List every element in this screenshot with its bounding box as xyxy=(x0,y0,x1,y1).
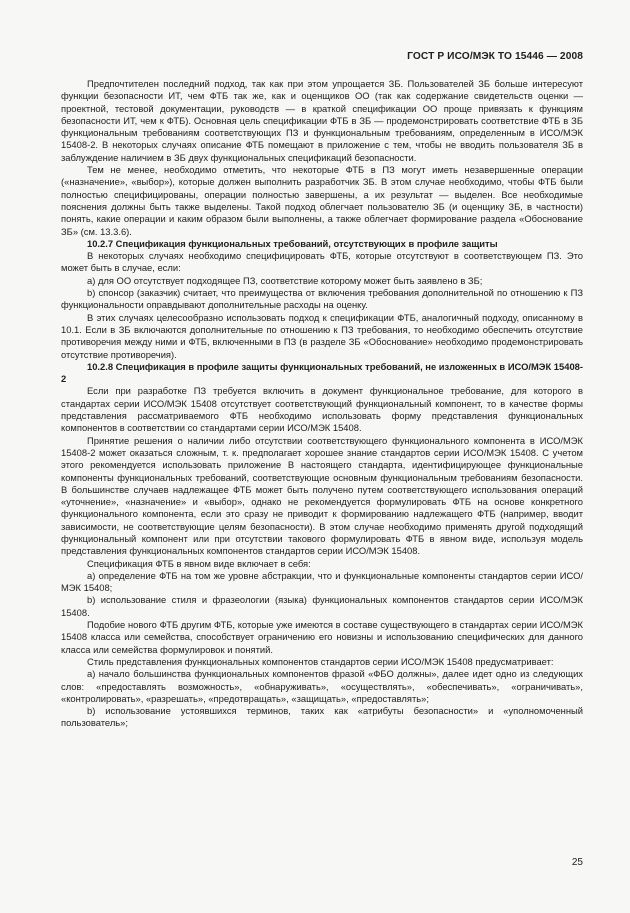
paragraph: Спецификация ФТБ в явном виде включает в себя: xyxy=(87,557,311,569)
list-item: b) спонсор (заказчик) считает, что преимущества от включения требования дополнительной по отношению к ПЗ функциональности оправдывают дополнительные расходы на оценку. xyxy=(61,287,583,311)
paragraph: В этих случаях целесообразно использовать подход к спецификации ФТБ, аналогичный подходу, описанному в 10.1. Если в ЗБ включаются дополнительные по отношению к ПЗ требования, то необходимо обеспечить отсутствие противоречия между ними и ФТБ, включенными в ПЗ (в разделе ЗБ «Обоснование» необходимо продемонстрировать отсутствие противоречия). xyxy=(61,311,583,360)
paragraph: Принятие решения о наличии либо отсутствии соответствующего функционального компонента в ИСО/МЭК 15408-2 может оказаться сложным, т. к. предполагает хорошее знание стандартов серии ИСО/МЭК 15408. С учетом этого рекомендуется использовать приложение В настоящего стандарта, идентифицирующее функциональные компоненты функциональных требований, соответствующие основным функциональным требованиям безопасности. В большинстве случаев надлежащее ФТБ может быть получено путем соответствующего использования операций «уточнение», «назначение» и «выбор», однако не рекомендуется формулировать ФТБ на основе конкретного функционального компонента, если это сразу не приводит к формированию надлежащего ФТБ (например, вводит зависимости, не соответствующие целям безопасности). В этом случае необходимо применять другой подходящий функциональный компонент или при отсутствии такового формулировать ФТБ в явном виде, используя модель представления функциональных компонентов стандартов серии ИСО/МЭК 15408. xyxy=(61,434,583,557)
section-heading-10-2-8: 10.2.8 Спецификация в профиле защиты функциональных требований, не изложенных в ИСО/МЭК 15408-2 xyxy=(61,360,583,385)
paragraph: Тем не менее, необходимо отметить, что некоторые ФТБ в ПЗ могут иметь незавершенные операции («назначение», «выбор»), которые должен выполнить разработчик ЗБ. В этом случае необходимо, чтобы ФТБ были полностью специфицированы, операции полностью завершены, а их результат — выделен. Все необходимые пояснения должны быть также выделены. Такой подход облегчает пользователю ЗБ (и оценщику ЗБ, в частности) понять, какие операции и каким образом были выполнены, а также облегчает формирование раздела «Обоснование ЗБ» (см. 13.3.6). xyxy=(61,164,583,237)
list-item: b) использование устоявшихся терминов, таких как «атрибуты безопасности» и «уполномоченный пользователь»; xyxy=(61,705,583,729)
standard-header: ГОСТ Р ИСО/МЭК ТО 15446 — 2008 xyxy=(407,51,583,62)
list-item: а) определение ФТБ на том же уровне абстракции, что и функциональные компоненты стандартов серии ИСО/МЭК 15408; xyxy=(61,569,583,594)
list-item: а) начало большинства функциональных компонентов фразой «ФБО должны», далее идет одно из следующих слов: «предоставлять возможность», «обнаруживать», «осуществлять», «обеспечивать», «ограничивать», «контролировать», «разрешать», «предотвращать», «защищать», «предоставлять»; xyxy=(61,668,583,704)
paragraph: В некоторых случаях необходимо специфицировать ФТБ, которые отсутствуют в соответствующем ПЗ. Это может быть в случае, если: xyxy=(61,250,583,274)
body-text xyxy=(61,78,583,730)
page-number: 25 xyxy=(571,857,583,868)
list-item: а) для ОО отсутствует подходящее ПЗ, соответствие которому может быть заявлено в ЗБ; xyxy=(87,274,483,286)
paragraph: Предпочтителен последний подход, так как при этом упрощается ЗБ. Пользователей ЗБ больше интересуют функции безопасности ИТ, чем ФТБ так же, как и оценщиков ОО (так как содержание свидетельств оценки — проектной, тестовой документации, руководств — в краткой спецификации ОО проще привязать к функциям безопасности ИТ, чем к ФТБ). Основная цель спецификации ФТБ в ЗБ — продемонстрировать соответствие ФТБ в ЗБ функциональным требованиям соответствующих ПЗ и функциональным требованиям, определенным в ИСО/МЭК 15408-2. В некоторых случаях описание ФТБ помещают в приложение с тем, чтобы не вводить пользователя ЗБ в заблуждение наличием в ЗБ двух функциональных спецификаций безопасности. xyxy=(61,78,583,163)
paragraph: Стиль представления функциональных компонентов стандартов серии ИСО/МЭК 15408 предусматривает: xyxy=(87,655,554,667)
section-heading-10-2-7: 10.2.7 Спецификация функциональных требований, отсутствующих в профиле защиты xyxy=(87,237,498,249)
paragraph: Подобие нового ФТБ другим ФТБ, которые уже имеются в составе существующего в стандартах серии ИСО/МЭК 15408 класса или семейства, способствует ограничению его новизны и использованию специфических для данного класса или семейства формулировок и понятий. xyxy=(61,619,583,655)
list-item: b) использование стиля и фразеологии (языка) функциональных компонентов стандартов серии ИСО/МЭК 15408. xyxy=(61,594,583,618)
paragraph: Если при разработке ПЗ требуется включить в документ функциональное требование, для которого в стандартах серии ИСО/МЭК 15408 отсутствует соответствующий функциональный компонент, то в качестве формы представления рассматриваемого ФТБ необходимо использовать форму представления функциональных компонентов в соответствии со стандартами серии ИСО/МЭК 15408. xyxy=(61,385,583,434)
